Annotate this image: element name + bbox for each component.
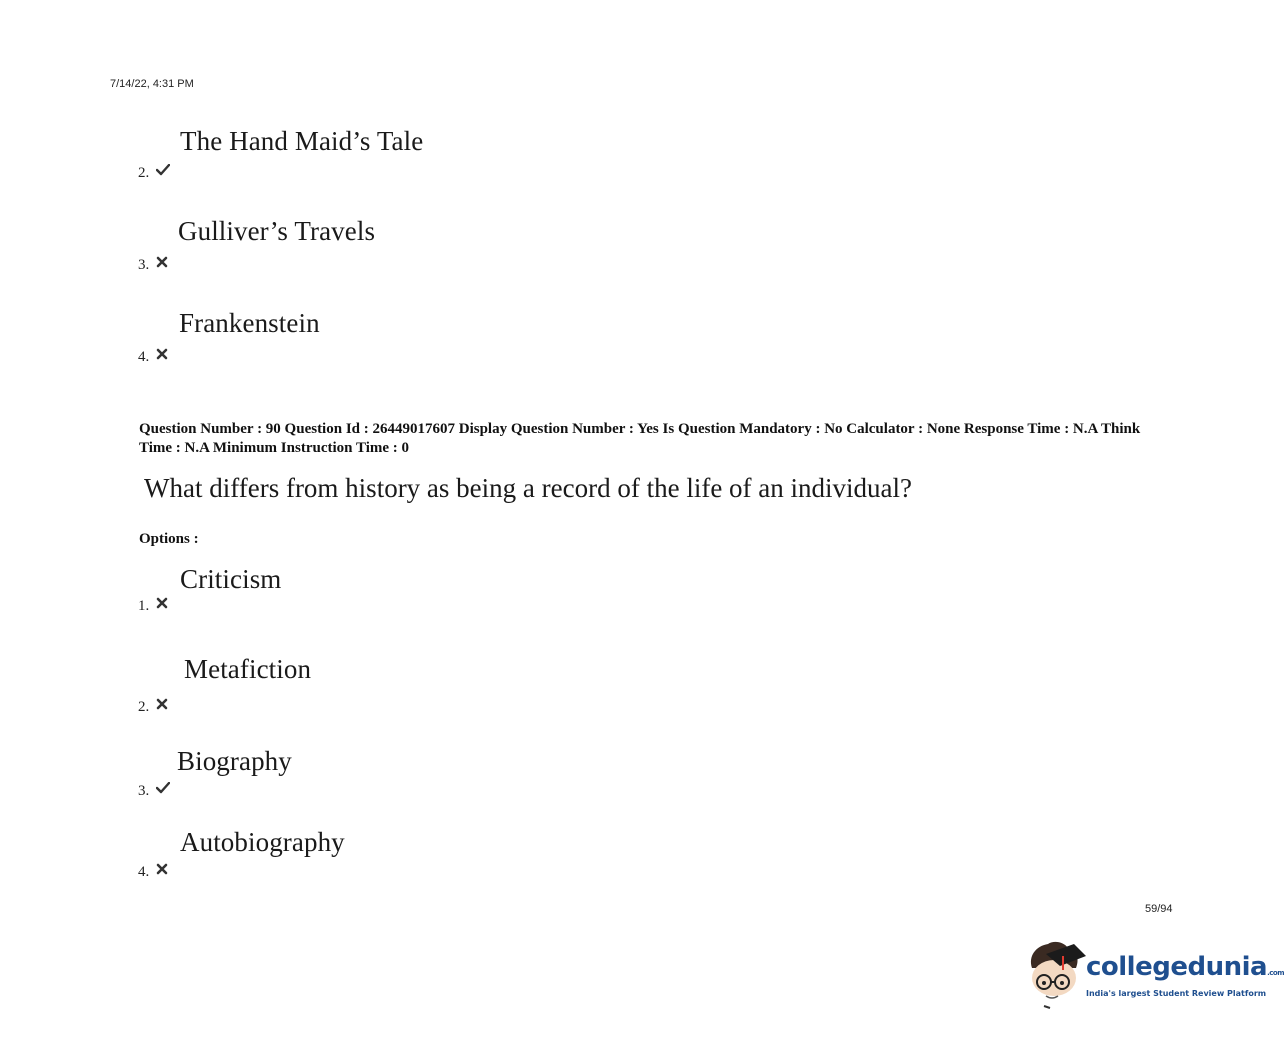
option-index: 3. bbox=[138, 783, 150, 799]
page-number: 59/94 bbox=[1145, 903, 1173, 915]
option-text: Gulliver’s Travels bbox=[178, 216, 376, 246]
option-index: 2. bbox=[138, 165, 150, 181]
cross-icon bbox=[156, 256, 170, 268]
logo-tagline: India's largest Student Review Platform bbox=[1086, 989, 1267, 998]
option-index: 2. bbox=[138, 699, 150, 715]
logo-name: collegedunia bbox=[1086, 952, 1268, 982]
collegedunia-logo bbox=[1024, 938, 1284, 1010]
option-text: Criticism bbox=[180, 564, 282, 594]
option-number bbox=[138, 256, 170, 274]
option-number bbox=[138, 863, 170, 881]
option-text: The Hand Maid’s Tale bbox=[180, 126, 424, 156]
option-number bbox=[138, 782, 170, 800]
option-text: Frankenstein bbox=[179, 308, 320, 338]
option-number bbox=[138, 164, 170, 182]
print-timestamp: 7/14/22, 4:31 PM bbox=[110, 78, 194, 90]
option-number bbox=[138, 698, 170, 716]
logo-suffix: .com bbox=[1267, 969, 1284, 977]
option-index: 4. bbox=[138, 349, 150, 365]
check-icon bbox=[156, 782, 170, 794]
options-label: Options : bbox=[139, 531, 199, 547]
cross-icon bbox=[156, 698, 170, 710]
logo-wordmark bbox=[1086, 952, 1284, 982]
question-text: What differs from history as being a record of the life of an individual? bbox=[144, 473, 912, 503]
check-icon bbox=[156, 164, 170, 176]
option-text: Metafiction bbox=[184, 654, 312, 684]
option-index: 3. bbox=[138, 257, 150, 273]
option-index: 1. bbox=[138, 598, 150, 614]
option-text: Biography bbox=[177, 746, 292, 776]
option-index: 4. bbox=[138, 864, 150, 880]
option-text: Autobiography bbox=[180, 827, 345, 857]
option-number bbox=[138, 348, 170, 366]
cross-icon bbox=[156, 597, 170, 609]
mascot-icon bbox=[1024, 938, 1088, 1010]
option-number bbox=[138, 597, 170, 615]
question-meta: Question Number : 90 Question Id : 26449017607 Display Question Number : Yes Is Question Mandatory : No Calculator : None Response Time : N.A Think Time : N.A Minimum Instruction Time : 0 bbox=[139, 421, 1141, 456]
cross-icon bbox=[156, 348, 170, 360]
cross-icon bbox=[156, 863, 170, 875]
